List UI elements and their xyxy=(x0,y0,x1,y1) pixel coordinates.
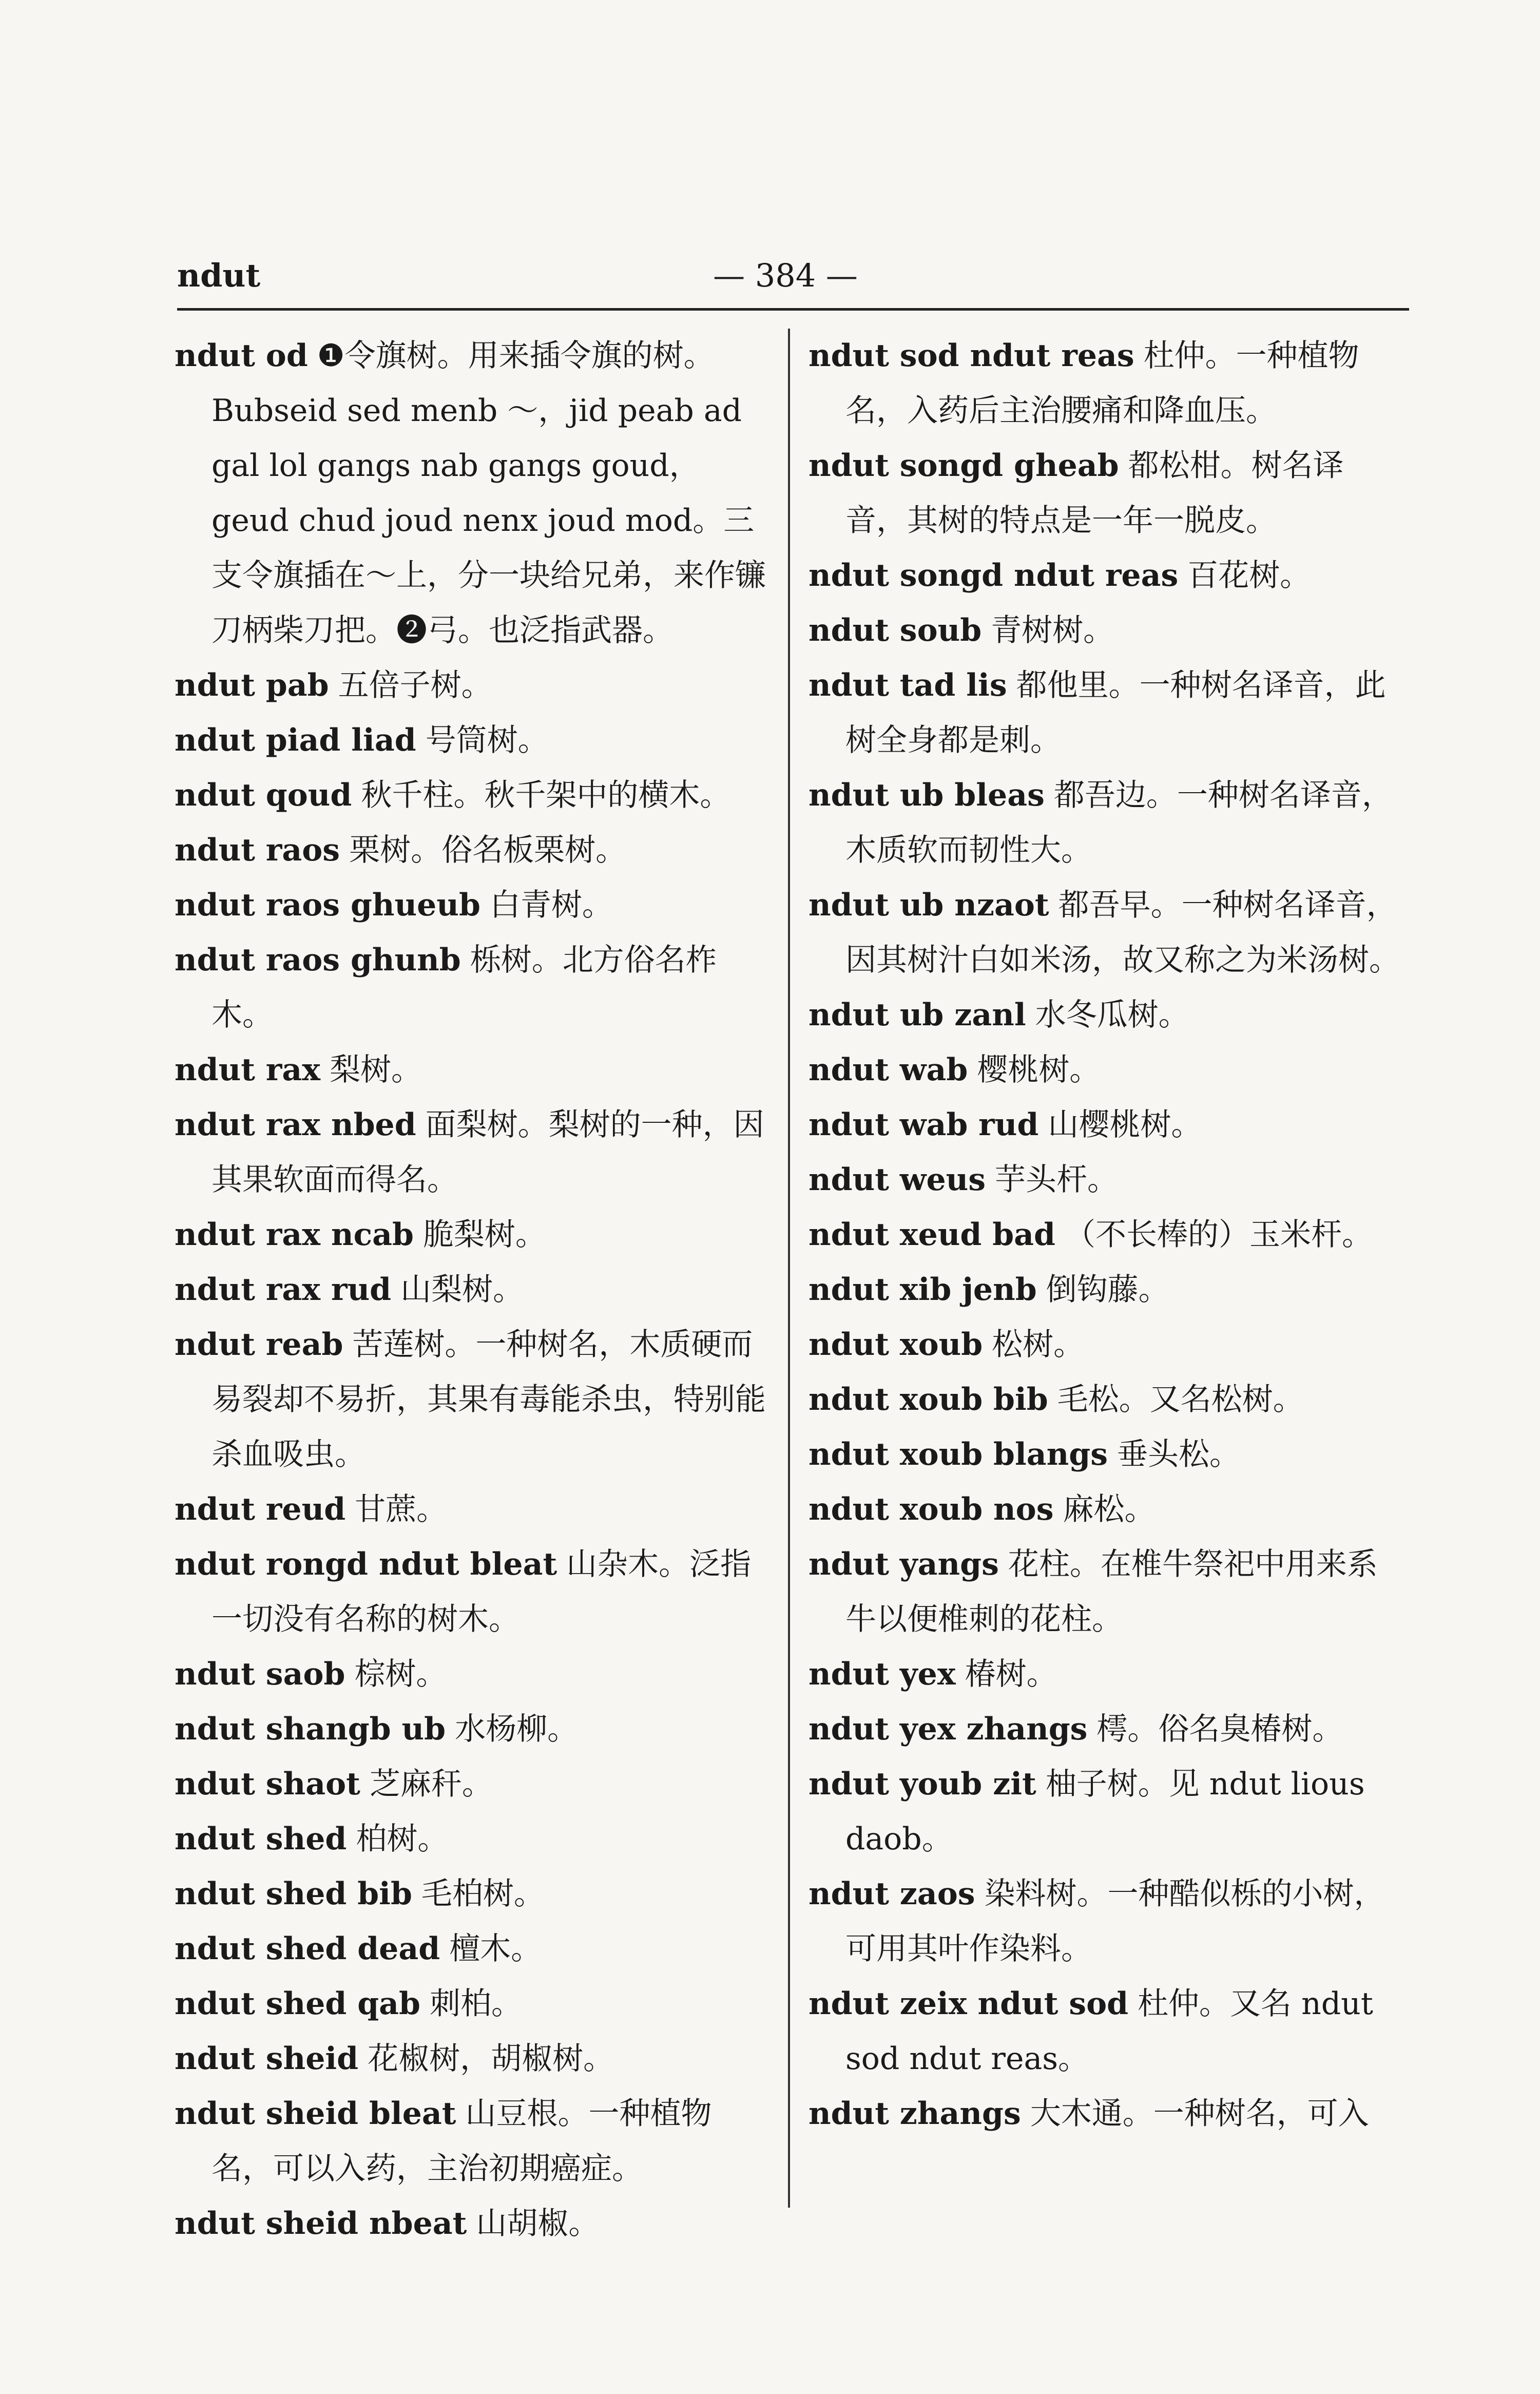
entry-definition: 棕树。 xyxy=(354,1656,447,1692)
dictionary-entry xyxy=(175,1867,767,1922)
entry-definition: 刺柏。 xyxy=(430,1986,523,2022)
entry-headword: ndut ub bleas xyxy=(808,777,1045,813)
dictionary-entry xyxy=(175,1977,767,2032)
entry-headword: ndut shaot xyxy=(175,1766,360,1802)
entry-definition: 染料树。一种酷似栎的小树，可用其叶作染料。 xyxy=(845,1876,1385,1967)
entry-definition: 白青树。 xyxy=(489,887,613,923)
entry-definition: 杜仲。又名 ndut sod ndut reas。 xyxy=(845,1986,1373,2077)
header-rule xyxy=(177,308,1409,311)
entry-headword: ndut od xyxy=(175,338,308,374)
entry-definition: 都松柑。树名译音，其树的特点是一年一脱皮。 xyxy=(845,448,1344,539)
entry-headword: ndut xib jenb xyxy=(808,1272,1037,1308)
entry-definition: 水杨柳。 xyxy=(455,1711,579,1747)
entry-definition: 青树树。 xyxy=(991,612,1114,648)
entry-definition: 山豆根。一种植物名，可以入药，主治初期癌症。 xyxy=(211,2096,712,2187)
entry-definition: 杜仲。一种植物名，入药后主治腰痛和降血压。 xyxy=(845,338,1359,429)
dictionary-entry xyxy=(808,1537,1404,1647)
entry-definition: 都他里。一种树名译音，此树全身都是刺。 xyxy=(845,667,1386,758)
entry-definition: （不长棒的）玉米杆。 xyxy=(1065,1217,1373,1253)
entry-headword: ndut sheid nbeat xyxy=(175,2206,467,2242)
dictionary-entry xyxy=(808,1153,1404,1208)
entry-headword: ndut youb zit xyxy=(808,1766,1036,1802)
dictionary-entry xyxy=(175,1208,767,1262)
entry-definition: 芋头杆。 xyxy=(995,1162,1119,1198)
dictionary-entry xyxy=(175,2032,767,2086)
entry-definition: 松树。 xyxy=(992,1327,1085,1363)
entry-definition: 水冬瓜树。 xyxy=(1035,997,1189,1033)
left-column xyxy=(175,329,767,2242)
column-divider xyxy=(788,329,790,2208)
dictionary-entry xyxy=(808,2086,1404,2141)
dictionary-entry xyxy=(175,2086,767,2196)
entry-definition: 柚子树。见 ndut lious daob。 xyxy=(845,1766,1365,1857)
entry-headword: ndut raos ghunb xyxy=(175,942,461,978)
entry-definition: 毛柏树。 xyxy=(421,1876,545,1912)
dictionary-entry xyxy=(808,1702,1404,1757)
entry-headword: ndut soub xyxy=(808,612,982,648)
entry-definition: 五倍子树。 xyxy=(338,667,492,703)
entry-headword: ndut zhangs xyxy=(808,2096,1021,2132)
entry-definition: 都吾早。一种树名译音，因其树汁白如米汤，故又称之为米汤树。 xyxy=(845,887,1400,978)
dictionary-entry xyxy=(175,1922,767,1977)
dictionary-entry xyxy=(808,1317,1404,1372)
entry-definition: 芝麻秆。 xyxy=(369,1766,493,1802)
dictionary-entry xyxy=(808,1482,1404,1537)
entry-definition: ❶令旗树。用来插令旗的树。Bubseid sed menb ～，jid peab ad gal lol gangs nab gangs goud，geud chud joud nenx joud mod。三支令旗插在～上，分一块给兄弟，来作镰刀柄柴刀把。❷弓。也泛指武器。 xyxy=(211,338,766,648)
dictionary-entry xyxy=(808,658,1404,768)
entry-definition: 梨树。 xyxy=(330,1052,422,1088)
dictionary-entry xyxy=(808,1427,1404,1482)
entry-definition: 栎树。北方俗名柞木。 xyxy=(211,942,717,1033)
page-number: — 384 — xyxy=(713,257,858,294)
entry-headword: ndut sheid bleat xyxy=(175,2096,456,2132)
entry-headword: ndut rax ncab xyxy=(175,1217,414,1253)
entry-definition: 花柱。在椎牛祭祀中用来系牛以便椎刺的花柱。 xyxy=(845,1546,1378,1637)
dictionary-entry xyxy=(808,1647,1404,1702)
dictionary-entry xyxy=(808,1977,1404,2086)
dictionary-entry xyxy=(175,768,767,823)
entry-headword: ndut reab xyxy=(175,1327,343,1363)
entry-definition: 都吾边。一种树名译音，木质软而韧性大。 xyxy=(845,777,1393,868)
entry-definition: 毛松。又名松树。 xyxy=(1057,1382,1304,1418)
dictionary-entry xyxy=(175,1098,767,1208)
entry-headword: ndut piad liad xyxy=(175,722,416,758)
dictionary-entry xyxy=(808,988,1404,1043)
entry-headword: ndut xeud bad xyxy=(808,1217,1055,1253)
entry-headword: ndut qoud xyxy=(175,777,352,813)
dictionary-entry xyxy=(175,933,767,1043)
dictionary-entry xyxy=(808,1262,1404,1317)
entry-headword: ndut ub zanl xyxy=(808,997,1026,1033)
entry-headword: ndut shed dead xyxy=(175,1931,440,1967)
entry-headword: ndut yangs xyxy=(808,1546,999,1582)
entry-definition: 花椒树，胡椒树。 xyxy=(368,2041,614,2077)
entry-headword: ndut sod ndut reas xyxy=(808,338,1134,374)
entry-headword: ndut ub nzaot xyxy=(808,887,1049,923)
entry-definition: 倒钩藤。 xyxy=(1046,1272,1169,1308)
dictionary-entry xyxy=(808,1372,1404,1427)
entry-definition: 面梨树。梨树的一种，因其果软面而得名。 xyxy=(211,1107,764,1198)
dictionary-entry xyxy=(808,548,1404,603)
entry-headword: ndut yex zhangs xyxy=(808,1711,1088,1747)
entry-headword: ndut tad lis xyxy=(808,667,1007,703)
entry-headword: ndut xoub blangs xyxy=(808,1437,1108,1472)
dictionary-entry xyxy=(175,713,767,768)
dictionary-entry xyxy=(808,438,1404,548)
dictionary-entry xyxy=(808,1043,1404,1098)
dictionary-entry xyxy=(808,1867,1404,1977)
dictionary-entry xyxy=(175,1702,767,1757)
entry-definition: 樗。俗名臭椿树。 xyxy=(1096,1711,1343,1747)
entry-definition: 山梨树。 xyxy=(400,1272,524,1308)
entry-definition: 脆梨树。 xyxy=(422,1217,546,1253)
entry-headword: ndut saob xyxy=(175,1656,345,1692)
dictionary-entry xyxy=(175,1043,767,1098)
dictionary-entry xyxy=(175,1647,767,1702)
entry-headword: ndut rax nbed xyxy=(175,1107,416,1143)
dictionary-entry xyxy=(808,1208,1404,1262)
entry-headword: ndut zeix ndut sod xyxy=(808,1986,1129,2022)
dictionary-entry xyxy=(175,329,767,658)
dictionary-entry xyxy=(175,878,767,933)
entry-headword: ndut raos ghueub xyxy=(175,887,480,923)
dictionary-entry xyxy=(808,1098,1404,1153)
dictionary-entry xyxy=(808,768,1404,878)
dictionary-entry xyxy=(175,1537,767,1647)
entry-headword: ndut rax xyxy=(175,1052,321,1088)
dictionary-entry xyxy=(175,823,767,878)
entry-headword: ndut sheid xyxy=(175,2041,359,2077)
dictionary-entry xyxy=(808,1757,1404,1867)
dictionary-entry xyxy=(808,878,1404,988)
entry-definition: 号筒树。 xyxy=(425,722,549,758)
dictionary-entry xyxy=(175,1482,767,1537)
entry-headword: ndut zaos xyxy=(808,1876,975,1912)
entry-headword: ndut xoub bib xyxy=(808,1382,1048,1418)
entry-definition: 山胡椒。 xyxy=(476,2206,600,2242)
entry-headword: ndut shed bib xyxy=(175,1876,412,1912)
dictionary-entry xyxy=(175,2196,767,2251)
entry-headword: ndut songd gheab xyxy=(808,448,1119,484)
dictionary-entry xyxy=(175,1317,767,1482)
dictionary-entry xyxy=(808,329,1404,438)
entry-headword: ndut weus xyxy=(808,1162,986,1198)
dictionary-entry xyxy=(175,1812,767,1867)
dictionary-entry xyxy=(175,1262,767,1317)
entry-definition: 苦莲树。一种树名，木质硬而易裂却不易折，其果有毒能杀虫，特别能杀血吸虫。 xyxy=(211,1327,766,1472)
entry-headword: ndut wab rud xyxy=(808,1107,1039,1143)
entry-headword: ndut reud xyxy=(175,1491,346,1527)
entry-definition: 栗树。俗名板栗树。 xyxy=(349,832,627,868)
entry-headword: ndut shangb ub xyxy=(175,1711,446,1747)
entry-definition: 垂头松。 xyxy=(1117,1437,1241,1472)
entry-headword: ndut xoub nos xyxy=(808,1491,1054,1527)
entry-definition: 樱桃树。 xyxy=(977,1052,1101,1088)
entry-headword: ndut xoub xyxy=(808,1327,983,1363)
entry-definition: 柏树。 xyxy=(356,1821,449,1857)
entry-definition: 檀木。 xyxy=(449,1931,542,1967)
entry-headword: ndut shed xyxy=(175,1821,347,1857)
entry-definition: 椿树。 xyxy=(965,1656,1057,1692)
entry-headword: ndut wab xyxy=(808,1052,968,1088)
entry-headword: ndut rax rud xyxy=(175,1272,392,1308)
entry-headword: ndut songd ndut reas xyxy=(808,558,1179,593)
entry-definition: 甘蔗。 xyxy=(355,1491,448,1527)
dictionary-entry xyxy=(808,603,1404,658)
dictionary-entry xyxy=(175,1757,767,1812)
entry-definition: 百花树。 xyxy=(1187,558,1311,593)
entry-headword: ndut yex xyxy=(808,1656,956,1692)
right-column xyxy=(808,329,1404,2208)
entry-definition: 麻松。 xyxy=(1063,1491,1156,1527)
dictionary-entry xyxy=(175,658,767,713)
entry-headword: ndut raos xyxy=(175,832,340,868)
entry-headword: ndut rongd ndut bleat xyxy=(175,1546,557,1582)
entry-headword: ndut pab xyxy=(175,667,329,703)
entry-definition: 山樱桃树。 xyxy=(1048,1107,1202,1143)
page-header xyxy=(177,241,1409,308)
entry-definition: 大木通。一种树名，可入 xyxy=(1030,2096,1369,2132)
entry-definition: 山杂木。泛指一切没有名称的树木。 xyxy=(211,1546,752,1637)
entry-definition: 秋千柱。秋千架中的横木。 xyxy=(361,777,731,813)
entry-headword: ndut shed qab xyxy=(175,1986,421,2022)
guide-word: ndut xyxy=(177,257,261,294)
